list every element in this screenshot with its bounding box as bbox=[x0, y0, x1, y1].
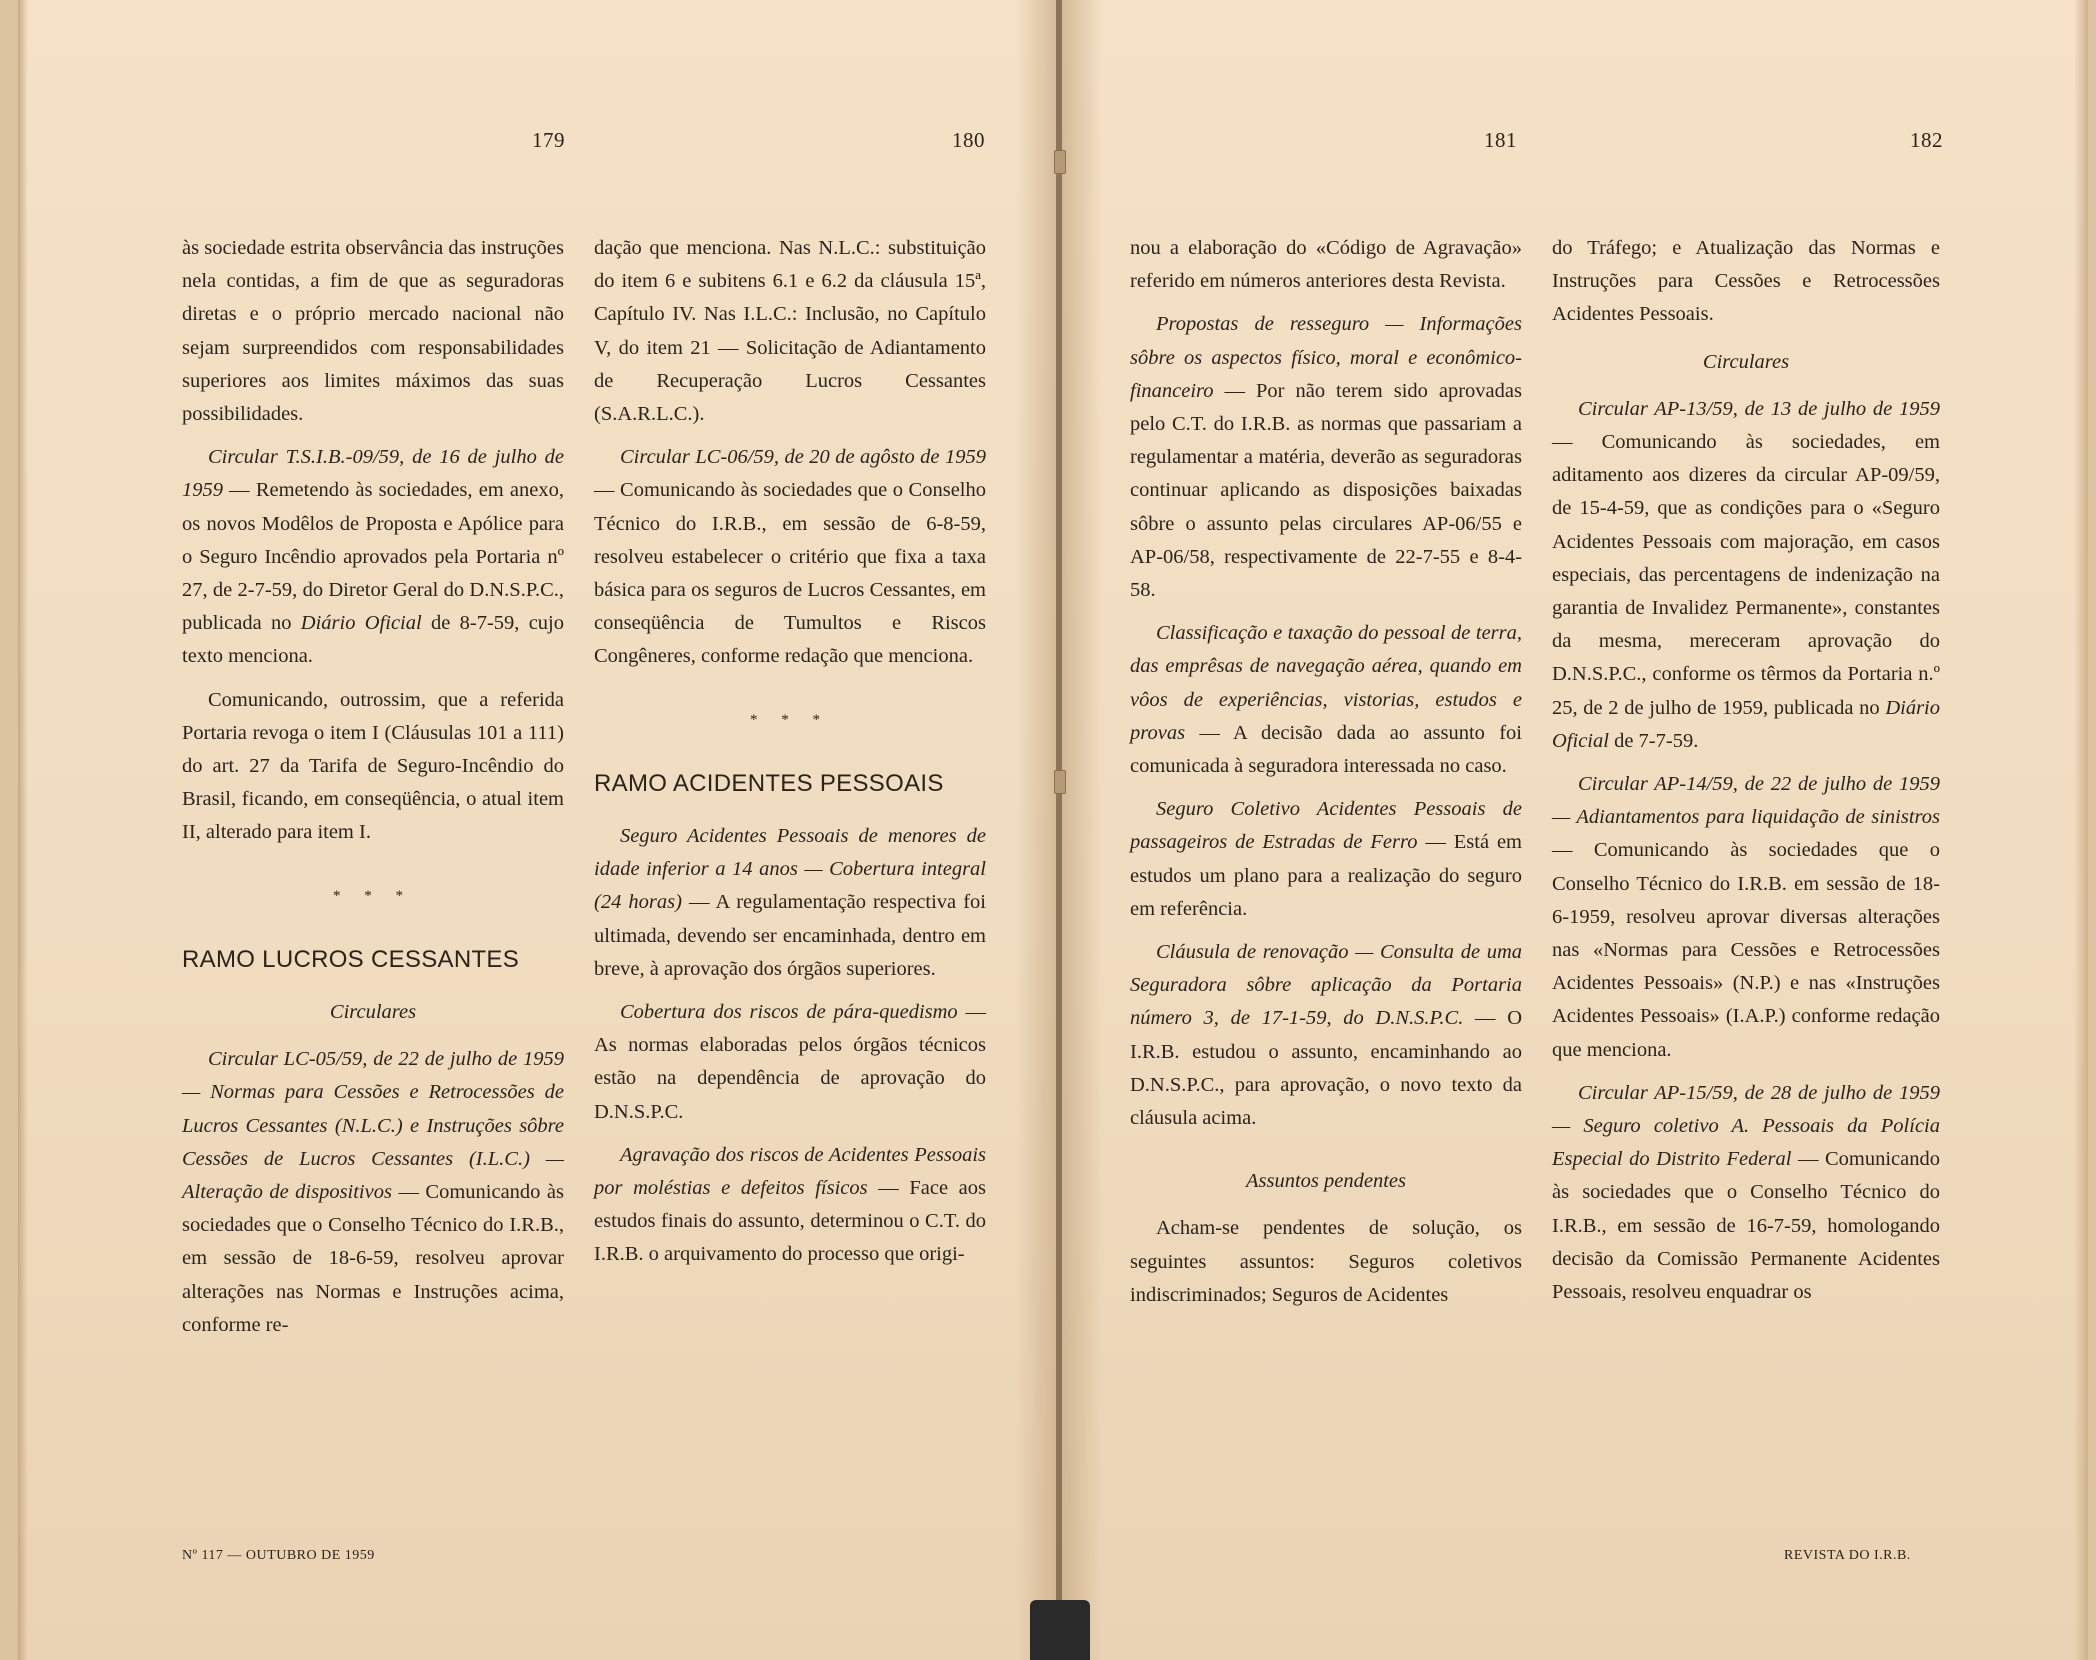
paragraph bbox=[594, 1139, 986, 1272]
circular-title: Circular LC-05/59, de 22 de julho de 1959 — Normas para Cessões e Retrocessões de Lucros Cessantes (N.L.C.) e Instruções sôbre Cessões de Lucros Cessantes (I.L.C.) — Alteração de dispositivos bbox=[182, 1048, 564, 1204]
topic-title: Seguro Acidentes Pessoais de menores de idade inferior a 14 anos — Cobertura integral (24 horas) bbox=[594, 825, 986, 914]
paragraph-text: — Face aos estudos finais do assunto, determinou o C.T. do I.R.B. o arquivamento do processo que origi- bbox=[594, 1177, 986, 1266]
binding-spine bbox=[1030, 1600, 1090, 1660]
page-number: 179 bbox=[532, 128, 565, 152]
page-number: 180 bbox=[952, 128, 985, 152]
paragraph-text: de 8-7-59, cujo texto menciona. bbox=[182, 612, 564, 668]
paragraph-text: — O I.R.B. estudou o assunto, encaminhando ao D.N.S.P.C., para aprovação, o novo texto da cláusula acima. bbox=[1130, 1007, 1522, 1130]
page-number: 181 bbox=[1484, 128, 1517, 152]
paragraph bbox=[1552, 768, 1940, 1067]
paragraph-text: — Por não terem sido aprovadas pelo C.T. do I.R.B. as normas que passariam a regulamentar a matéria, deverão as seguradoras continuar aplicando as disposições baixadas sôbre o assunto pelas circulares AP-06/55 e AP-06/58, respectivamente de 22-7-55 e 8-4-58. bbox=[1130, 379, 1522, 602]
circular-title: Circular LC-06/59, de 20 de agôsto de 1959 bbox=[620, 446, 986, 469]
circular-title: Circular AP-14/59, de 22 de julho de 1959 — Adiantamentos para liquidação de sinistros bbox=[1552, 773, 1940, 829]
topic-title: Classificação e taxação do pessoal de terra, das emprêsas de navegação aérea, quando em vôos de experiências, vistorias, estudos e provas bbox=[1130, 622, 1522, 744]
paragraph-text: — Remetendo às sociedades, em anexo, os novos Modêlos de Proposta e Apólice para o Seguro Incêndio aprovados pela Portaria nº 27, de 2-7-59, do Diretor Geral do D.N.S.P.C., publicada no bbox=[182, 479, 564, 635]
binding-gutter bbox=[1056, 0, 1062, 1660]
column-page-179 bbox=[182, 232, 564, 1352]
paragraph bbox=[594, 996, 986, 1129]
column-page-182 bbox=[1552, 232, 1940, 1319]
section-heading: RAMO LUCROS CESSANTES bbox=[182, 945, 520, 973]
paragraph-text: — Comunicando às sociedades que o Conselho Técnico do I.R.B. em sessão de 18-6-1959, resolveu aprovar diversas alterações nas «Normas para Cessões e Retrocessões Acidentes Pessoais» (N.P.) e nas «Instruções Acidentes Pessoais» (I.A.P.) conforme redação que menciona. bbox=[1552, 839, 1940, 1061]
paragraph-text: — Comunicando às sociedades, em aditamento aos dizeres da circular AP-09/59, de 15-4-59, que as condições para o «Seguro Acidentes Pessoais com majoração, em casos especiais, das percentagens de indenização na garantia de Invalidez Permanente», constantes da mesma, mereceram aprovação do D.N.S.P.C., conforme os têrmos da Portaria n.º 25, de 2 de julho de 1959, publicada no bbox=[1552, 431, 1940, 719]
publication-name: Diário Oficial bbox=[1552, 696, 1940, 752]
staple bbox=[1054, 770, 1066, 794]
footer-publication: REVISTA DO I.R.B. bbox=[1784, 1548, 1911, 1563]
paragraph: às sociedade estrita observância das instruções nela contidas, a fim de que as seguradoras diretas e o próprio mercado nacional não sejam surpreendidos com responsabilidades superiores aos limites máximos das suas possibilidades. bbox=[182, 237, 564, 426]
section-separator: * * * bbox=[750, 711, 830, 728]
paragraph: do Tráfego; e Atualização das Normas e Instruções para Cessões e Retrocessões Acidentes Pessoais. bbox=[1552, 237, 1940, 326]
paragraph-text: — Comunicando às sociedades que o Conselho Técnico do I.R.B., em sessão de 16-7-59, homologando decisão da Comissão Permanente Acidentes Pessoais, resolveu enquadrar os bbox=[1552, 1148, 1940, 1304]
paragraph bbox=[594, 441, 986, 673]
paragraph-text: — Está em estudos um plano para a realização do seguro em referência. bbox=[1130, 831, 1522, 920]
subheading: Circulares bbox=[1702, 350, 1790, 373]
paragraph bbox=[594, 820, 986, 986]
paragraph: dação que menciona. Nas N.L.C.: substituição do item 6 e subitens 6.1 e 6.2 da cláusula 15ª, Capítulo IV. Nas I.L.C.: Inclusão, no Capítulo V, do item 21 — Solicitação de Adiantamento de Recuperação Lucros Cessantes (S.A.R.L.C.). bbox=[594, 237, 986, 426]
staple bbox=[1054, 150, 1066, 174]
paragraph bbox=[1130, 793, 1522, 926]
topic-title: Cobertura dos riscos de pára-quedismo bbox=[620, 1001, 958, 1024]
paragraph-text: — Comunicando às sociedades que o Conselho Técnico do I.R.B., em sessão de 18-6-59, resolveu aprovar alterações nas Normas e Instruções acima, conforme re- bbox=[182, 1181, 564, 1336]
topic-title: Propostas de resseguro — Informações sôbre os aspectos físico, moral e econômico-financeiro bbox=[1130, 313, 1522, 402]
paragraph: nou a elaboração do «Código de Agravação» referido em números anteriores desta Revista. bbox=[1130, 237, 1522, 293]
paragraph bbox=[1130, 936, 1522, 1135]
paragraph-text: de 7-7-59. bbox=[1608, 729, 1699, 752]
paragraph bbox=[1130, 617, 1522, 783]
subheading: Circulares bbox=[329, 1001, 417, 1024]
paragraph-text: — A decisão dada ao assunto foi comunicada à seguradora interessada no caso. bbox=[1130, 721, 1522, 778]
paragraph bbox=[1552, 393, 1940, 758]
topic-title: Seguro Coletivo Acidentes Pessoais de passageiros de Estradas de Ferro bbox=[1130, 798, 1522, 854]
paragraph bbox=[1552, 1077, 1940, 1309]
paragraph bbox=[1130, 308, 1522, 607]
paragraph: Acham-se pendentes de solução, os seguintes assuntos: Seguros coletivos indiscriminados; Seguros de Acidentes bbox=[1130, 1217, 1522, 1306]
topic-title: Cláusula de renovação — Consulta de uma Seguradora sôbre aplicação da Portaria número 3, de 17-1-59, do D.N.S.P.C. bbox=[1130, 941, 1522, 1030]
paragraph: Comunicando, outrossim, que a referida Portaria revoga o item I (Cláusulas 101 a 111) do art. 27 da Tarifa de Seguro-Incêndio do Brasil, ficando, em conseqüência, o atual item II, alterado para item I. bbox=[182, 688, 564, 844]
subheading: Assuntos pendentes bbox=[1246, 1170, 1406, 1193]
section-heading: RAMO ACIDENTES PESSOAIS bbox=[594, 769, 944, 797]
paragraph-text: — A regulamentação respectiva foi ultimada, devendo ser encaminhada, dentro em breve, à aprovação dos órgãos superiores. bbox=[594, 891, 986, 980]
topic-title: Agravação dos riscos de Acidentes Pessoais por moléstias e defeitos físicos bbox=[594, 1143, 986, 1200]
circular-title: Circular T.S.I.B.-09/59, de 16 de julho de 1959 bbox=[182, 446, 564, 502]
column-page-181 bbox=[1130, 232, 1522, 1322]
footer-issue: Nº 117 — OUTUBRO DE 1959 bbox=[182, 1548, 375, 1563]
column-page-180 bbox=[594, 232, 986, 1282]
circular-title: Circular AP-15/59, de 28 de julho de 1959 — Seguro coletivo A. Pessoais da Polícia Especial do Distrito Federal bbox=[1552, 1081, 1940, 1171]
paragraph bbox=[182, 441, 564, 673]
paragraph bbox=[182, 1043, 564, 1342]
page-number: 182 bbox=[1910, 128, 1943, 152]
paragraph-text: — Comunicando às sociedades que o Conselho Técnico do I.R.B., em sessão de 6-8-59, resolveu estabelecer o critério que fixa a taxa básica para os seguros de Lucros Cessantes, em conseqüência de Tumultos e Riscos Congêneres, conforme redação que menciona. bbox=[594, 479, 986, 668]
paragraph-text: — As normas elaboradas pelos órgãos técnicos estão na dependência de aprovação do D.N.S.P.C. bbox=[594, 1001, 986, 1123]
circular-title: Circular AP-13/59, de 13 de julho de 1959 bbox=[1578, 397, 1940, 420]
section-separator: * * * bbox=[333, 887, 413, 904]
publication-name: Diário Oficial bbox=[300, 612, 422, 635]
